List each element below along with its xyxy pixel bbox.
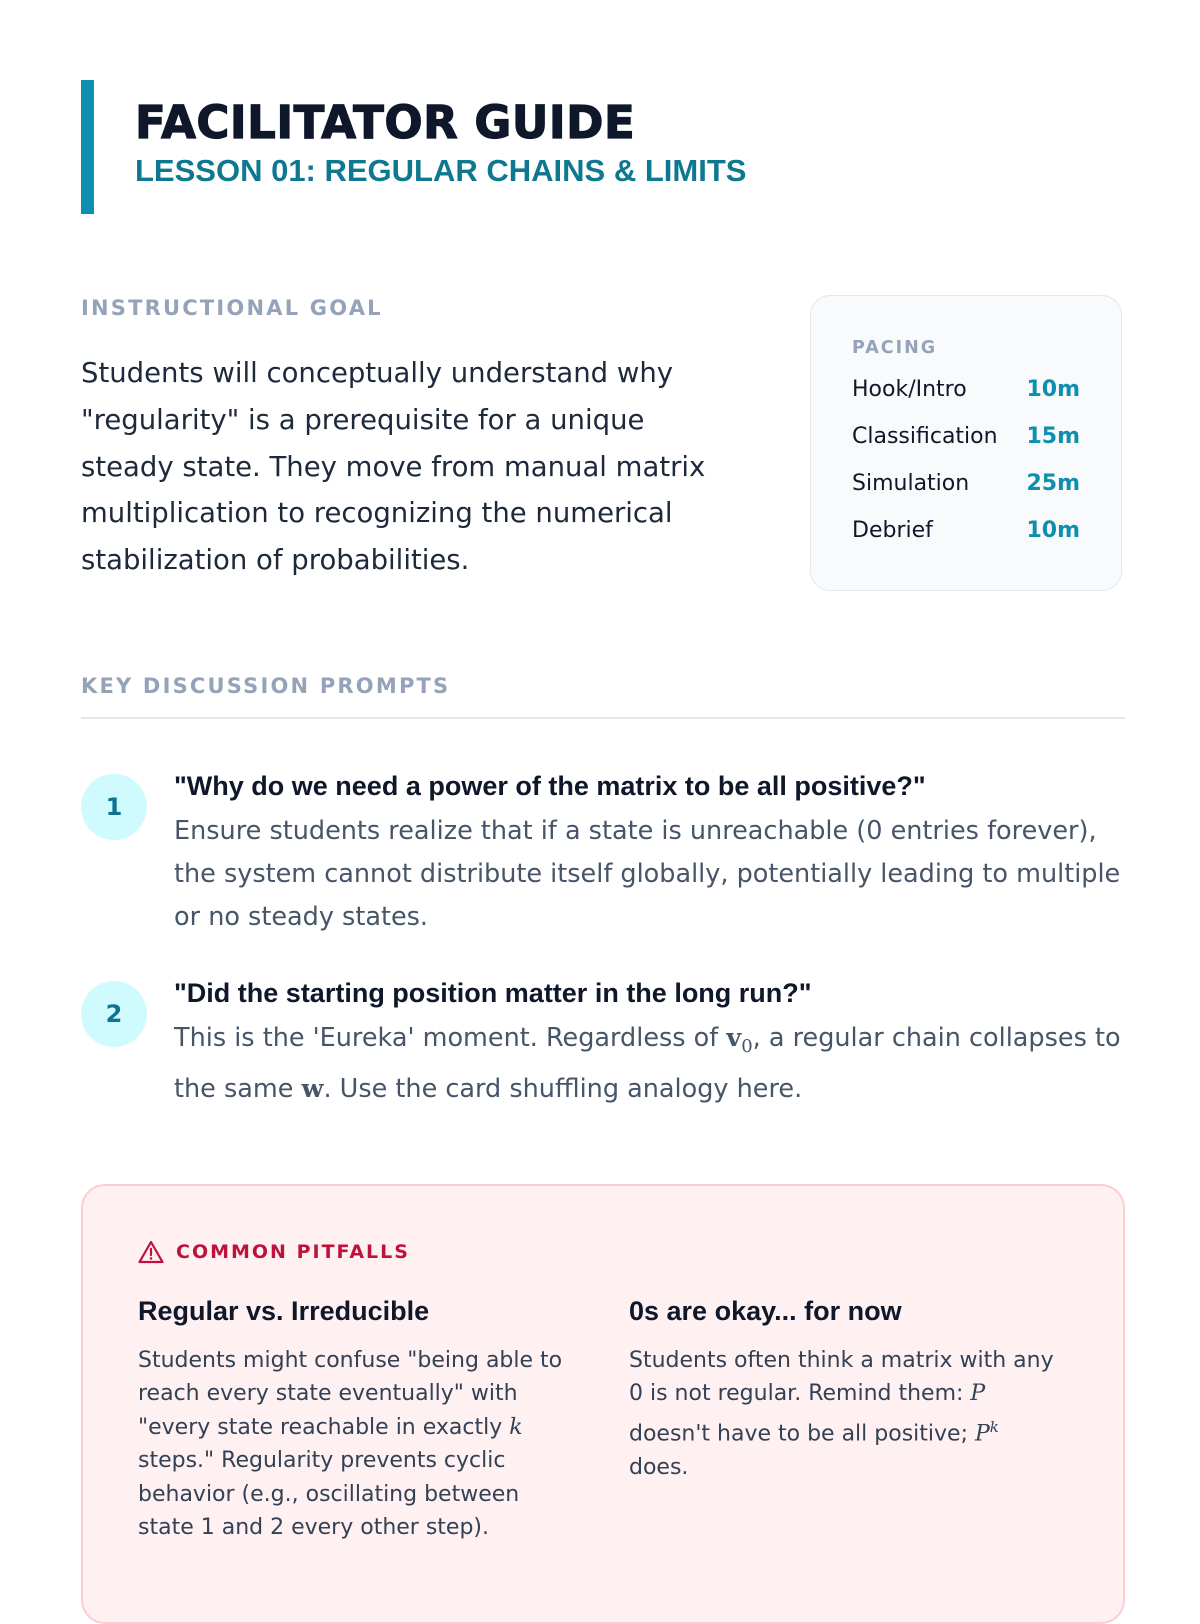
instructional-goal-section <box>81 296 731 584</box>
math-p-base: P <box>974 1421 990 1447</box>
pitfall-title: Regular vs. Irreducible <box>138 1296 430 1326</box>
pacing-activity: Debrief <box>852 518 933 543</box>
warning-icon <box>138 1240 164 1264</box>
answer-text: . Use the card shuffling analogy here. <box>323 1074 803 1105</box>
prompt-question: "Did the starting position matter in the long run?" <box>174 978 812 1008</box>
pitfall-text-part: Students often think a matrix with any 0 is not regular. Remind them: <box>629 1348 1054 1407</box>
pitfall-item <box>138 1294 570 1544</box>
guide-header <box>81 80 981 214</box>
pacing-activity: Hook/Intro <box>852 377 967 402</box>
pitfall-text <box>138 1344 570 1544</box>
lesson-subtitle: LESSON 01: REGULAR CHAINS & LIMITS <box>135 153 747 188</box>
pitfall-columns <box>138 1294 1068 1544</box>
goal-text: Students will conceptually understand why "regularity" is a prerequisite for a unique steady state. They move from manual matrix multiplication to recognizing the numerical stabilization of probabilities. <box>81 357 706 577</box>
math-k: k <box>509 1414 523 1440</box>
pitfalls-header <box>138 1240 1068 1264</box>
pitfall-text-part: doesn't have to be all positive; <box>629 1421 975 1447</box>
pacing-duration: 15m <box>1026 424 1080 449</box>
pacing-row <box>852 507 1080 554</box>
section-divider <box>81 717 1125 719</box>
prompt-question: "Why do we need a power of the matrix to be all positive?" <box>174 771 926 801</box>
pitfalls-label: COMMON PITFALLS <box>176 1241 410 1263</box>
goal-label: INSTRUCTIONAL GOAL <box>81 296 383 320</box>
pitfall-text-part: steps." Regularity prevents cyclic behavior (e.g., oscillating between state 1 and 2 every other step). <box>138 1448 520 1541</box>
pacing-duration: 10m <box>1026 518 1080 543</box>
answer-text: , a regular chain collapses to the same <box>174 1023 1121 1105</box>
prompt-answer: Ensure students realize that if a state is unreachable (0 entries forever), the system cannot distribute itself globally, potentially leading to multiple or no steady states. <box>174 816 1121 932</box>
pacing-list <box>852 366 1080 554</box>
math-p: P <box>970 1381 986 1407</box>
pacing-card <box>810 295 1122 591</box>
math-vector-v: v <box>726 1023 742 1053</box>
math-subscript: 0 <box>741 1036 753 1058</box>
pacing-row <box>852 413 1080 460</box>
pacing-activity: Classification <box>852 424 998 449</box>
pitfall-item <box>629 1294 1061 1544</box>
pitfall-title: 0s are okay... for now <box>629 1296 902 1326</box>
pitfall-text-part: does. <box>629 1454 689 1480</box>
math-superscript-k: k <box>989 1417 999 1436</box>
prompt-answer <box>174 1017 1125 1111</box>
prompt-number-badge: 2 <box>81 981 147 1047</box>
pacing-activity: Simulation <box>852 471 970 496</box>
pitfall-text-part: Students might confuse "being able to reach every state eventually" with "every state reachable in exactly <box>138 1348 563 1440</box>
discussion-prompt <box>81 976 1125 1111</box>
prompt-number-badge: 1 <box>81 774 147 840</box>
common-pitfalls-card <box>81 1184 1125 1624</box>
pacing-duration: 25m <box>1026 471 1080 496</box>
pacing-row <box>852 366 1080 413</box>
pacing-duration: 10m <box>1026 377 1080 402</box>
pacing-label: PACING <box>852 338 938 358</box>
page-title: FACILITATOR GUIDE <box>135 96 636 149</box>
math-vector-w: w <box>301 1074 324 1105</box>
prompts-label: KEY DISCUSSION PROMPTS <box>81 674 451 698</box>
discussion-prompts-section <box>81 674 1125 1111</box>
pacing-row <box>852 460 1080 507</box>
answer-text: This is the 'Eureka' moment. Regardless of <box>174 1023 727 1053</box>
discussion-prompt <box>81 769 1125 939</box>
pitfall-text <box>629 1344 1061 1484</box>
